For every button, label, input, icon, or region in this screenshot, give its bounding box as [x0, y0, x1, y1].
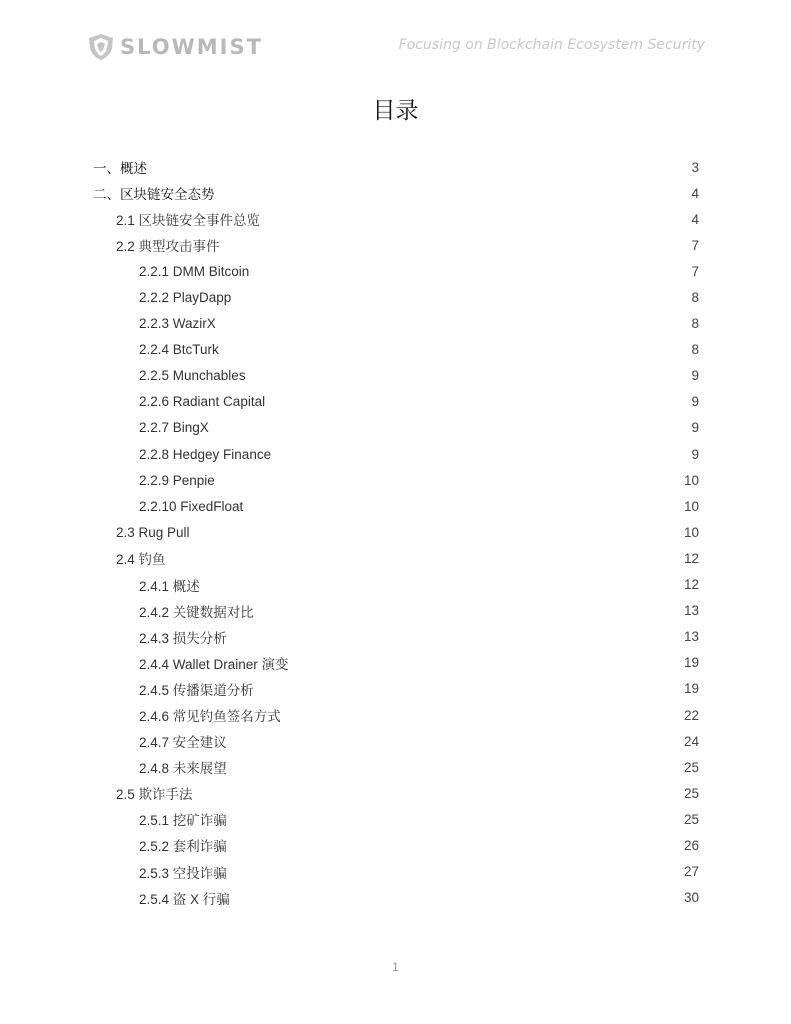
- toc-entry-label: 2.4.1 概述: [139, 578, 200, 594]
- toc-entry-page: 22: [683, 707, 699, 723]
- toc-entry[interactable]: [93, 415, 699, 441]
- toc-entry-page: 13: [683, 629, 699, 645]
- toc-entry-page: 4: [691, 185, 699, 201]
- toc-entry-label: 2.2.3 WazirX: [139, 316, 216, 332]
- page-title: 目录: [372, 98, 419, 124]
- toc-entry[interactable]: [93, 702, 699, 728]
- slowmist-shield-icon: [86, 32, 116, 62]
- toc-entry[interactable]: [93, 363, 699, 389]
- page-number: 1: [392, 960, 399, 974]
- toc-entry-label: 2.4.2 关键数据对比: [139, 604, 254, 620]
- toc-entry-label: 2.2 典型攻击事件: [116, 239, 220, 255]
- toc-entry-label: 2.5 欺诈手法: [116, 787, 193, 803]
- toc-entry[interactable]: [93, 284, 699, 310]
- table-of-contents: [93, 154, 699, 911]
- toc-entry[interactable]: [93, 493, 699, 519]
- toc-entry-label: 2.3 Rug Pull: [116, 524, 190, 540]
- toc-entry-page: 12: [683, 550, 699, 566]
- toc-entry-page: 26: [683, 837, 699, 853]
- toc-entry-page: 8: [691, 316, 699, 332]
- toc-entry[interactable]: [93, 885, 699, 911]
- toc-entry[interactable]: [93, 154, 699, 180]
- toc-entry[interactable]: [93, 337, 699, 363]
- toc-entry-label: 2.2.4 BtcTurk: [139, 342, 219, 358]
- toc-entry[interactable]: [93, 598, 699, 624]
- toc-entry[interactable]: [93, 832, 699, 858]
- toc-entry-page: 3: [691, 159, 699, 175]
- toc-entry-label: 2.5.4 盗 X 行骗: [139, 891, 230, 907]
- toc-entry-page: 8: [691, 342, 699, 358]
- toc-entry[interactable]: [93, 441, 699, 467]
- toc-entry[interactable]: [93, 754, 699, 780]
- toc-entry-page: 7: [691, 237, 699, 253]
- toc-entry-label: 2.4.5 传播渠道分析: [139, 682, 254, 698]
- toc-entry-page: 19: [683, 681, 699, 697]
- toc-entry[interactable]: [93, 389, 699, 415]
- toc-entry-page: 8: [691, 290, 699, 306]
- toc-entry-label: 2.2.1 DMM Bitcoin: [139, 263, 250, 279]
- toc-entry[interactable]: [93, 572, 699, 598]
- toc-entry-page: 10: [683, 524, 699, 540]
- toc-entry[interactable]: [93, 728, 699, 754]
- toc-entry-label: 2.2.8 Hedgey Finance: [139, 446, 272, 462]
- toc-entry-page: 25: [683, 785, 699, 801]
- toc-entry[interactable]: [93, 467, 699, 493]
- toc-entry-label: 2.4.4 Wallet Drainer 演变: [139, 656, 289, 672]
- toc-entry-page: 19: [683, 655, 699, 671]
- toc-entry[interactable]: [93, 650, 699, 676]
- toc-entry[interactable]: [93, 232, 699, 258]
- toc-entry[interactable]: [93, 780, 699, 806]
- toc-entry-label: 2.2.7 BingX: [139, 420, 209, 436]
- toc-entry-label: 2.2.2 PlayDapp: [139, 290, 232, 306]
- toc-entry-label: 2.1 区块链安全事件总览: [116, 213, 261, 229]
- toc-entry[interactable]: [93, 180, 699, 206]
- toc-entry-page: 25: [683, 811, 699, 827]
- header-tagline: Focusing on Blockchain Ecosystem Security: [398, 37, 705, 53]
- toc-entry[interactable]: [93, 545, 699, 571]
- toc-entry[interactable]: [93, 859, 699, 885]
- toc-entry-page: 9: [691, 446, 699, 462]
- logo-text: SLOWMIST: [120, 35, 263, 59]
- toc-entry-page: 13: [683, 603, 699, 619]
- toc-entry-label: 2.4.6 常见钓鱼签名方式: [139, 709, 281, 725]
- page-header: [86, 30, 705, 66]
- toc-entry[interactable]: [93, 258, 699, 284]
- toc-entry-page: 9: [691, 368, 699, 384]
- toc-entry-label: 2.2.10 FixedFloat: [139, 498, 244, 514]
- toc-entry-label: 2.4.7 安全建议: [139, 735, 227, 751]
- toc-entry-label: 2.2.5 Munchables: [139, 368, 246, 384]
- toc-entry[interactable]: [93, 624, 699, 650]
- toc-entry-page: 10: [683, 498, 699, 514]
- toc-entry[interactable]: [93, 519, 699, 545]
- toc-entry[interactable]: [93, 806, 699, 832]
- toc-entry-page: 9: [691, 394, 699, 410]
- toc-entry-label: 二、区块链安全态势: [93, 187, 215, 203]
- toc-entry-label: 2.2.6 Radiant Capital: [139, 394, 266, 410]
- toc-entry-page: 12: [683, 577, 699, 593]
- toc-entry-page: 10: [683, 472, 699, 488]
- toc-entry-page: 7: [691, 263, 699, 279]
- toc-entry-label: 2.5.1 挖矿诈骗: [139, 813, 227, 829]
- toc-entry-page: 25: [683, 759, 699, 775]
- toc-entry-page: 24: [683, 733, 699, 749]
- slowmist-logo: [86, 32, 263, 62]
- toc-entry-page: 4: [691, 211, 699, 227]
- toc-entry-label: 2.5.3 空投诈骗: [139, 865, 227, 881]
- toc-entry-label: 2.4.8 未来展望: [139, 761, 227, 777]
- toc-entry-page: 27: [683, 864, 699, 880]
- toc-entry[interactable]: [93, 676, 699, 702]
- toc-entry-label: 2.2.9 Penpie: [139, 472, 215, 488]
- toc-entry[interactable]: [93, 311, 699, 337]
- toc-entry-page: 30: [683, 890, 699, 906]
- toc-entry[interactable]: [93, 206, 699, 232]
- toc-entry-label: 2.5.2 套利诈骗: [139, 839, 227, 855]
- toc-entry-label: 一、概述: [93, 161, 147, 177]
- toc-entry-label: 2.4 钓鱼: [116, 552, 166, 568]
- toc-entry-page: 9: [691, 420, 699, 436]
- toc-entry-label: 2.4.3 损失分析: [139, 630, 227, 646]
